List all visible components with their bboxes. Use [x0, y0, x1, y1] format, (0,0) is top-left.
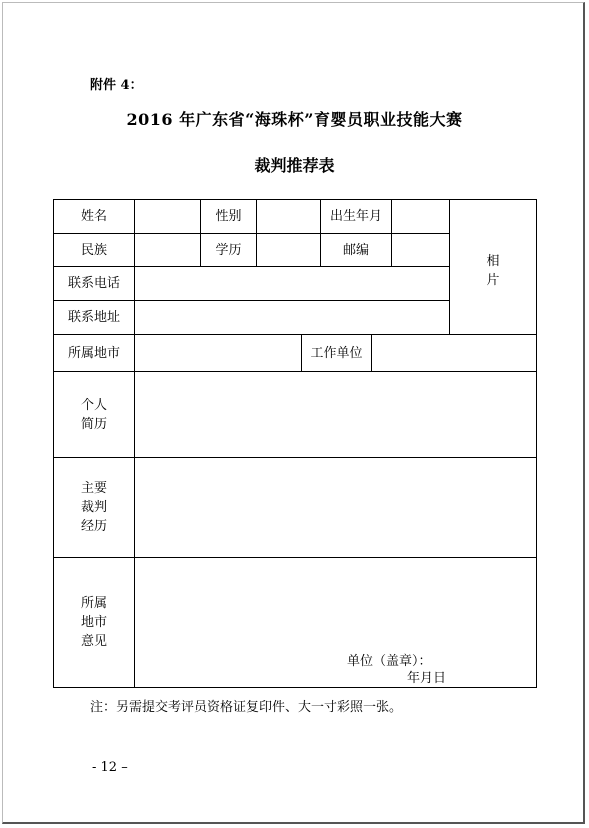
photo-label-1: 相	[486, 254, 500, 269]
referee-label-1: 主要	[80, 481, 107, 496]
referee-experience-label	[54, 458, 135, 558]
referee-label-2: 裁判	[80, 500, 107, 515]
gender-label: 性别	[201, 200, 257, 234]
referee-label-3: 经历	[80, 519, 107, 534]
phone-label: 联系电话	[54, 267, 135, 301]
address-field[interactable]	[135, 301, 450, 335]
opinion-label-3: 意见	[80, 634, 107, 649]
opinion-label-2: 地市	[80, 615, 107, 630]
name-label: 姓名	[54, 200, 135, 234]
resume-label	[54, 372, 135, 458]
education-label: 学历	[201, 234, 257, 267]
attachment-label: 附件 4：	[90, 78, 143, 93]
document-title: 2016 年广东省“海珠杯”育婴员职业技能大赛	[126, 110, 463, 129]
address-label: 联系地址	[54, 301, 135, 335]
birth-field[interactable]	[392, 200, 450, 234]
city-field[interactable]	[135, 335, 302, 372]
opinion-label-1: 所属	[80, 596, 107, 611]
stamp-label: 单位（盖章）：	[347, 654, 432, 669]
name-field[interactable]	[135, 200, 201, 234]
phone-field[interactable]	[135, 267, 450, 301]
resume-label-2: 简历	[80, 416, 107, 432]
employer-field[interactable]	[372, 335, 536, 372]
photo-label-2: 片	[486, 273, 500, 288]
ethnicity-label: 民族	[54, 234, 135, 267]
gender-field[interactable]	[257, 200, 321, 234]
birth-label: 出生年月	[321, 200, 392, 234]
postcode-field[interactable]	[392, 234, 450, 267]
education-field[interactable]	[257, 234, 321, 267]
photo-box	[450, 200, 536, 335]
page-number: - 12 –	[92, 760, 128, 775]
city-label: 所属地市	[54, 335, 135, 372]
footnote: 注：另需提交考评员资格证复印件、大一寸彩照一张。	[90, 700, 403, 715]
city-opinion-field[interactable]	[135, 558, 536, 687]
resume-label-1: 个人	[80, 397, 107, 413]
referee-recommendation-form	[53, 199, 537, 688]
postcode-label: 邮编	[321, 234, 392, 267]
document-subtitle: 裁判推荐表	[254, 156, 335, 175]
employer-label: 工作单位	[302, 335, 372, 372]
resume-field[interactable]	[135, 372, 536, 458]
date-label: 年月日	[407, 671, 447, 686]
city-opinion-label	[54, 558, 135, 687]
ethnicity-field[interactable]	[135, 234, 201, 267]
referee-experience-field[interactable]	[135, 458, 536, 558]
